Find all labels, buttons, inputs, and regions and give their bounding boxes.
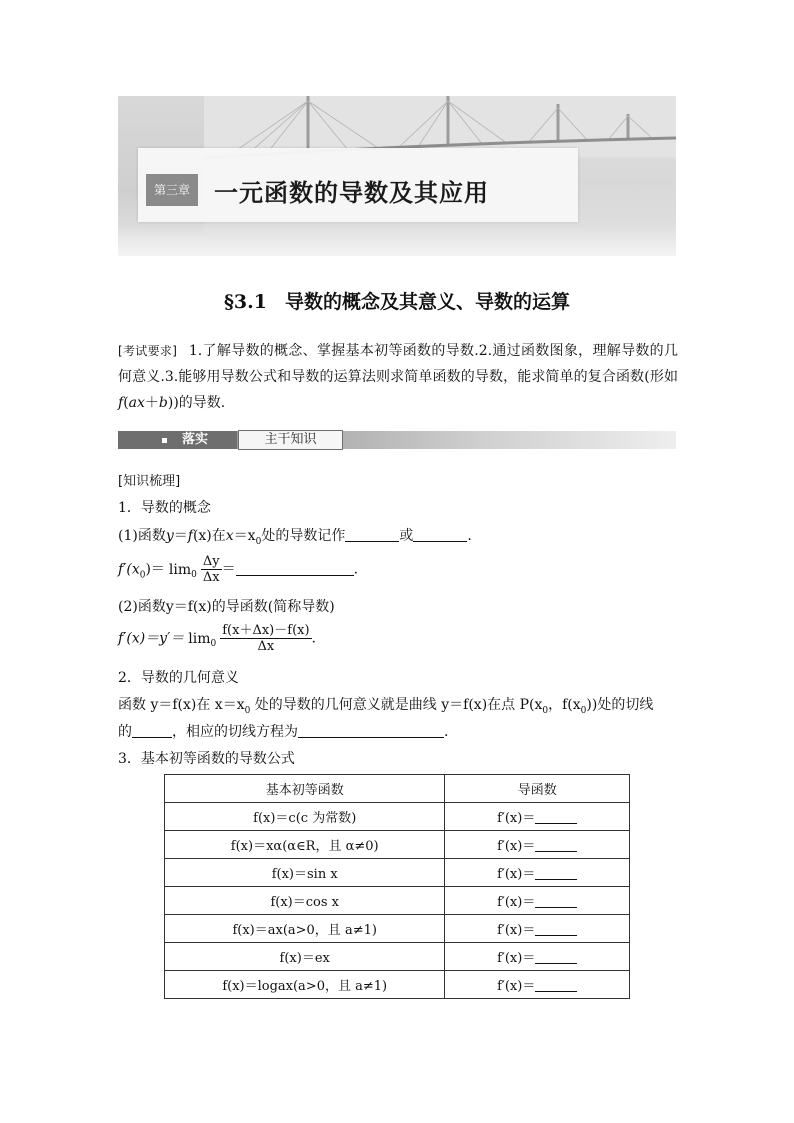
item2-line2-a: 的 — [118, 724, 132, 740]
item2-line2-end: . — [444, 724, 449, 740]
table-row — [165, 859, 630, 887]
answer-blank[interactable] — [535, 839, 577, 852]
item2-line1-sub: 0 — [244, 705, 251, 716]
requirements-plus: ＋ — [144, 395, 159, 411]
requirements-f: f — [118, 395, 124, 411]
item2-line1-c: ，f(x — [548, 697, 581, 713]
item1-line1-e: (x)在 — [192, 528, 226, 544]
item1-title: 1．导数的概念 — [118, 500, 211, 516]
formula2 — [118, 623, 316, 654]
formula2-numerator: f(x＋Δx)－f(x) — [222, 623, 310, 638]
table-row — [165, 887, 630, 915]
item2-line1-d: ))处的切线 — [586, 697, 654, 713]
formula2-lim-text: lim — [188, 630, 211, 647]
table-row — [165, 831, 630, 859]
answer-blank[interactable] — [298, 723, 444, 738]
formula1-lim-sub: 0 — [191, 569, 197, 580]
function-cell: f(x)＝cos x — [165, 887, 445, 915]
item1-line1-a: (1)函数 — [118, 528, 166, 544]
formula1-lhs: f′(x — [118, 561, 140, 578]
requirements-text: 1.了解导数的概念、掌握基本初等函数的导数.2.通过函数图象，理解导数的几何意义.3.能够用导数公式和导数的运算法则求简单函数的导数，能求简单的复合函数(形如 — [118, 343, 678, 385]
function-cell: f(x)＝xα(α∈R，且 α≠0) — [165, 831, 445, 859]
table-row — [165, 971, 630, 999]
formula2-fraction — [220, 623, 311, 654]
formula1-rhs: )＝ — [145, 561, 165, 578]
derivative-cell — [445, 887, 630, 915]
item3-title: 3．基本初等函数的导数公式 — [118, 751, 295, 767]
answer-blank[interactable] — [535, 923, 577, 936]
item2-line2-b: ，相应的切线方程为 — [172, 724, 298, 740]
table-header: 基本初等函数 — [165, 775, 445, 803]
table-row — [165, 915, 630, 943]
item2-line1-b: 处的导数的几何意义就是曲线 y＝f(x)在点 P(x — [250, 697, 543, 713]
chapter-banner — [118, 96, 676, 256]
function-cell: f(x)＝ex — [165, 943, 445, 971]
answer-blank[interactable] — [535, 867, 577, 880]
bar-sub-label: 主干知识 — [238, 430, 343, 450]
answer-blank[interactable] — [535, 951, 577, 964]
knowledge-heading: [知识梳理] — [118, 474, 181, 489]
item1-line1-sub: 0 — [255, 536, 262, 547]
formula1-lim-text: lim — [168, 561, 192, 578]
function-cell: f(x)＝sin x — [165, 859, 445, 887]
formula1-eq: ＝ — [221, 561, 236, 578]
derivative-cell — [445, 943, 630, 971]
derivative-label: f′(x)＝ — [497, 839, 536, 854]
item1-line1-eq: ＝ — [173, 528, 188, 544]
derivative-cell — [445, 803, 630, 831]
formula2-lim — [188, 631, 216, 647]
formula1-numerator: Δy — [202, 554, 220, 569]
item1-line1-or: 或 — [399, 528, 414, 544]
item1-line1-end: . — [467, 528, 472, 544]
banner-bottom-fade — [118, 226, 676, 256]
answer-blank[interactable] — [236, 561, 354, 576]
derivative-cell — [445, 915, 630, 943]
chapter-title: 一元函数的导数及其应用 — [214, 179, 489, 207]
item2-title: 2．导数的几何意义 — [118, 670, 239, 686]
derivative-cell — [445, 859, 630, 887]
formula1-lim — [169, 562, 197, 578]
derivative-cell — [445, 831, 630, 859]
derivative-label: f′(x)＝ — [497, 923, 536, 938]
item1-line1-g: ＝x — [233, 528, 256, 544]
table-body — [165, 803, 630, 999]
bar-main-text: 落实 — [182, 432, 209, 447]
derivative-cell — [445, 971, 630, 999]
function-cell: f(x)＝logax(a>0，且 a≠1) — [165, 971, 445, 999]
item2-line1-sub2: 0 — [542, 705, 549, 716]
bullet-icon — [162, 438, 167, 443]
item1-line1-i: 处的导数记作 — [261, 528, 346, 544]
requirements-ax: ax — [128, 395, 145, 411]
formula2-end: . — [311, 630, 316, 647]
section-number: §3.1 — [223, 291, 267, 313]
item2-line1 — [118, 694, 653, 716]
chapter-badge: 第三章 — [146, 174, 198, 206]
formula1 — [118, 554, 358, 585]
exam-requirements — [118, 338, 678, 416]
derivative-table — [164, 774, 630, 999]
answer-blank[interactable] — [413, 527, 467, 542]
function-cell: f(x)＝c(c 为常数) — [165, 803, 445, 831]
table-row — [165, 943, 630, 971]
requirements-label: [考试要求] — [118, 344, 177, 358]
answer-blank[interactable] — [345, 527, 399, 542]
formula1-end: . — [353, 561, 359, 578]
answer-blank[interactable] — [132, 723, 172, 738]
item2-line2 — [118, 721, 448, 741]
section-title-text: 导数的概念及其意义、导数的运算 — [284, 291, 570, 313]
formula2-denominator: Δx — [257, 639, 275, 654]
derivative-label: f′(x)＝ — [497, 811, 536, 826]
derivative-label: f′(x)＝ — [497, 895, 536, 910]
formula1-fraction — [201, 554, 222, 585]
answer-blank[interactable] — [535, 811, 577, 824]
item1-line2: (2)函数y＝f(x)的导函数(简称导数) — [118, 599, 335, 615]
requirements-paren: ( — [123, 395, 129, 411]
table-header-row — [165, 775, 630, 803]
derivative-label: f′(x)＝ — [497, 979, 536, 994]
table-row — [165, 803, 630, 831]
formula1-denominator: Δx — [202, 570, 220, 585]
table-header: 导函数 — [445, 775, 630, 803]
requirements-b: b — [158, 395, 168, 411]
bar-main-label — [118, 431, 237, 449]
item1-line1-x: x — [225, 528, 234, 544]
requirements-end: ))的导数. — [167, 395, 226, 411]
derivative-label: f′(x)＝ — [497, 951, 536, 966]
formula2-lim-sub: 0 — [210, 638, 217, 649]
answer-blank[interactable] — [535, 895, 577, 908]
derivative-label: f′(x)＝ — [497, 867, 536, 882]
function-cell: f(x)＝ax(a>0，且 a≠1) — [165, 915, 445, 943]
item2-line1-a: 函数 y＝f(x)在 x＝x — [118, 697, 245, 713]
formula2-lhs: f′(x)＝y′＝ — [118, 630, 185, 647]
item1-line1-f: f — [187, 528, 193, 544]
answer-blank[interactable] — [535, 979, 577, 992]
item2-line1-sub3: 0 — [580, 705, 587, 716]
item1-line1 — [118, 525, 472, 547]
formula1-sub: 0 — [139, 570, 146, 581]
section-title — [0, 287, 794, 314]
item1-line1-y: y — [165, 528, 174, 544]
